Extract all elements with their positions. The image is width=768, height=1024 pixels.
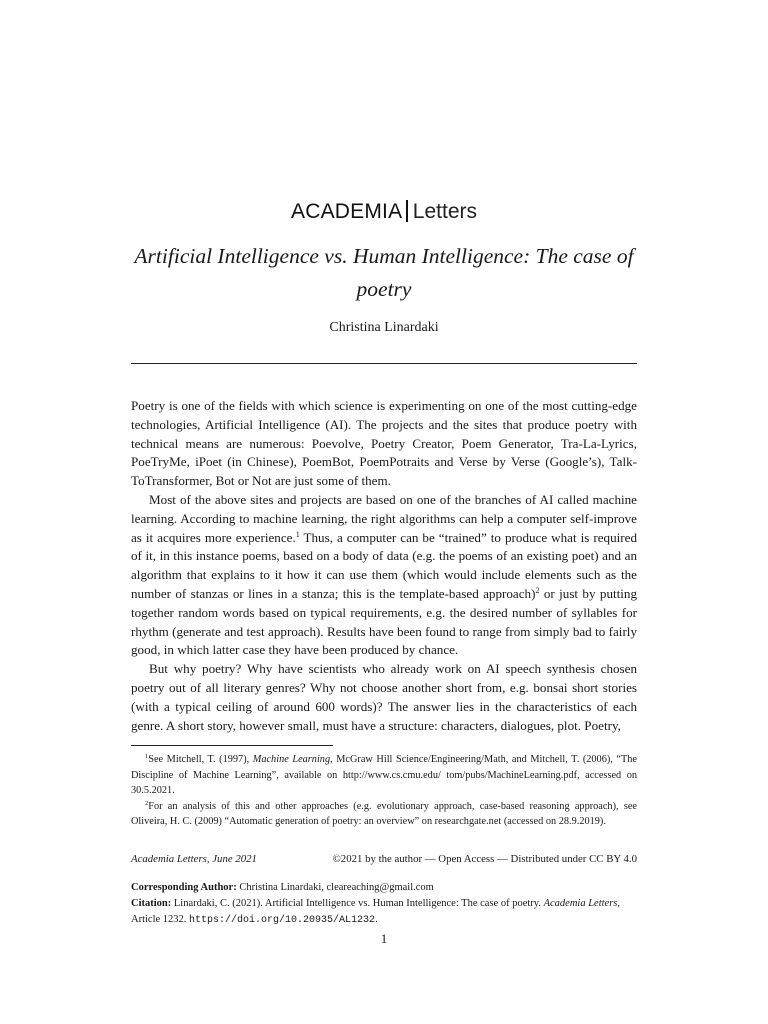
journal-section: Letters: [412, 200, 477, 223]
title-rule: [131, 363, 637, 364]
footnote-number: 2: [145, 799, 149, 807]
text-run: For an analysis of this and other approaches (e.g. evolutionary approach, case-based reasoning approach), see Oliveira, H. C. (2009) “Automatic generation of poetry: an overview” on researchgate.net (accessed on 28.9.2019).: [131, 800, 637, 828]
body-paragraph: [131, 660, 637, 735]
article-author: Christina Linardaki: [329, 320, 439, 335]
corresponding-label: Corresponding Author:: [131, 882, 237, 893]
license-notice: ©2021 by the author — Open Access — Distributed under CC BY 4.0: [332, 853, 637, 865]
text-run: or just by putting together random words based on typical requirements, e.g. the desired number of syllables for rhythm (generate and test approach). Results have been found to range from simply bad to fairly good, in which latter case they have been produced by chance.: [131, 585, 637, 658]
doi-link: https://doi.org/10.20935/AL1232: [189, 915, 376, 927]
body-paragraph: [131, 491, 637, 660]
footnote-marker: 1: [295, 529, 300, 539]
text-run: .: [375, 914, 378, 926]
corresponding-value: Christina Linardaki, cleareaching@gmail.com: [236, 882, 434, 893]
citation-label: Citation:: [131, 898, 172, 910]
text-run: , McGraw Hill Science/Engineering/Math, and Mitchell, T. (2006), “The Discipline of Machine Learning”, available on http://www.cs.cmu.edu/ tom/pubs/MachineLearning.pdf, accessed on 30.5.2021.: [131, 754, 637, 797]
article-title: Artificial Intelligence vs. Human Intelligence: The case of poetry: [134, 244, 634, 301]
article-body: [131, 397, 637, 735]
footnote-1: [131, 752, 637, 799]
corresponding-author: [131, 880, 637, 896]
text-run: Linardaki, C. (2021). Artificial Intelligence vs. Human Intelligence: The case of poetry.: [171, 898, 544, 910]
body-paragraph: [131, 397, 637, 491]
journal-date: Academia Letters, June 2021: [131, 853, 257, 865]
journal-brand: ACADEMIA: [291, 200, 403, 223]
author-info: [131, 880, 637, 930]
footnote-2: [131, 799, 637, 830]
text-run: Thus, a computer can be “trained” to produce what is required of it, in this instance poems, based on a body of data (e.g. the poems of an existing poet) and an algorithm that explains to it how it can use them (which would include elements such as the number of stanzas or lines in a stanza; this is the template-based approach): [131, 529, 637, 601]
footnote-marker: 2: [535, 585, 540, 595]
footnote-number: 1: [145, 753, 149, 760]
text-run: Poetry is one of the fields with which science is experimenting on one of the most cutting-edge technologies, Artificial Intelligence (AI). The projects and the sites that produce poetry with technical means are numerous: Poevolve, Poetry Creator, Poem Generator, Tra-La-Lyrics, PoeTryMe, iPoet (in Chinese), PoemBot, PoemPotraits and Verse by Verse (Google’s), Talk-ToTransformer, Bot or Not are just some of them.: [131, 398, 637, 489]
journal-masthead: [0, 198, 768, 226]
page-footer: [131, 852, 637, 867]
footnote-rule: [131, 745, 333, 746]
text-run: See Mitchell, T. (1997),: [148, 754, 253, 765]
text-run: But why poetry? Why have scientists who already work on AI speech synthesis chosen poetry out of all literary genres? Why not choose another short from, e.g. bonsai short stories (with a typical ceiling of around 600 words)? The answer lies in the characteristics of each genre. A short story, however small, must have a structure: characters, dialogues, plot. Poetry,: [131, 661, 637, 733]
text-run: , Article 1232.: [131, 898, 620, 926]
footnotes: [131, 752, 637, 830]
italic-text: Academia Letters: [543, 898, 618, 910]
masthead-divider: [406, 200, 408, 222]
text-run: Most of the above sites and projects are based on one of the branches of AI called machine learning. According to machine learning, the right algorithms can help a computer self-improve as it acquires more experience.: [131, 491, 637, 545]
italic-text: Machine Learning: [252, 754, 331, 765]
citation: [131, 896, 637, 929]
page-number: 1: [380, 931, 388, 946]
